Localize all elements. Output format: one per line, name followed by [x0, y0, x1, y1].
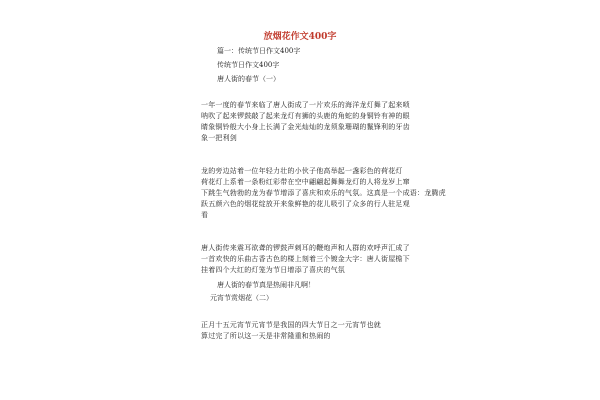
- paragraph-line: 睛象铜铃般大小身上长满了金光灿灿的龙须象珊瑚的鬣锋利的牙齿: [201, 123, 410, 131]
- paragraph-line: 荷花灯上系着一条粉红彩带在空中翩翩起舞舞龙灯的人将龙岁上窜: [201, 178, 410, 186]
- closing-line: 唐人街的春节真是热闹非凡啊！: [217, 281, 315, 289]
- paragraph-line: 唐人街传来震耳欲聋的锣鼓声刺耳的鞭炮声和人群的欢呼声汇成了: [201, 244, 410, 252]
- paragraph-line: 看: [201, 211, 209, 219]
- paragraph-line: 一首欢快的乐曲古香古色的楼上刻着三个镀金大字：唐人街屋檐下: [201, 255, 410, 263]
- heading-essay-subtitle: 传统节日作文400字: [217, 61, 280, 69]
- paragraph-line: 一年一度的春节来临了唐人街成了一片欢乐的海洋龙灯舞了起来唢: [201, 101, 410, 109]
- paragraph-line: 算过完了所以这一天是非常隆重和热闹的: [201, 332, 331, 340]
- heading-chinatown-spring: 唐人街的春节（一）: [217, 75, 280, 83]
- heading-essay-one: 篇一：传统节日作文400字: [217, 47, 301, 55]
- paragraph-line: 挂着四个大红的灯笼为节日增添了喜庆的气氛: [201, 266, 345, 274]
- paragraph-line: 呐吹了起来锣鼓敲了起来龙灯有狮的头鹿的角蛇的身铜铃有神的眼: [201, 112, 410, 120]
- paragraph-line: 象一把利剑: [201, 134, 237, 142]
- heading-lantern-festival: 元宵节赏烟花（二）: [210, 294, 273, 302]
- document-title: 放烟花作文400字: [263, 32, 337, 42]
- paragraph-line: 龙的旁边站着一位年轻力壮的小伙子他高举起一盏彩色的荷花灯: [201, 167, 403, 175]
- paragraph-line: 正月十五元宵节元宵节是我国的四大节日之一元宵节也就: [201, 321, 381, 329]
- paragraph-line: 下跳生气勃勃的龙为春节增添了喜庆和欢乐的气氛。这真是一个成语：龙腾虎: [201, 189, 446, 197]
- paragraph-line: 跃五颜六色的烟花绽放开来象鲜艳的花儿吸引了众多的行人驻足观: [201, 200, 410, 208]
